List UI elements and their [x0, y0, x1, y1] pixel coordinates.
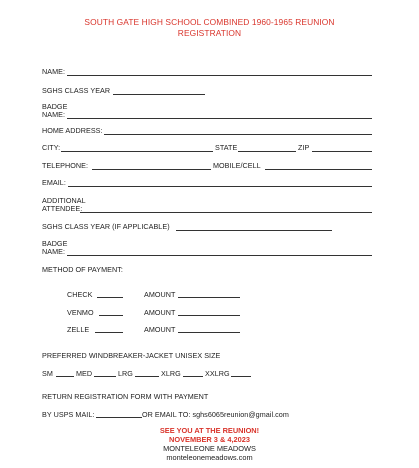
payment-heading: METHOD OF PAYMENT:	[42, 265, 123, 274]
size-xxlrg-field[interactable]	[231, 376, 251, 377]
name-field[interactable]	[67, 75, 372, 76]
class-year-label: SGHS CLASS YEAR	[42, 86, 111, 95]
form-title: SOUTH GATE HIGH SCHOOL COMBINED 1960-1965 REUNION	[84, 17, 335, 27]
state-field[interactable]	[238, 151, 296, 152]
size-lrg-label: LRG	[118, 369, 133, 378]
size-sm-field[interactable]	[56, 376, 74, 377]
badge-name-field[interactable]	[67, 118, 372, 119]
badge-label: BADGE	[42, 102, 68, 111]
badge-label-2: BADGE	[42, 239, 68, 248]
zip-label: ZIP	[298, 143, 310, 152]
check-amount-field[interactable]	[178, 297, 240, 298]
venmo-amount-label: AMOUNT	[144, 308, 176, 317]
return-heading: RETURN REGISTRATION FORM WITH PAYMENT	[42, 392, 209, 401]
name-label: NAME:	[42, 67, 66, 76]
form-subtitle: REGISTRATION	[177, 28, 242, 38]
badge-name-label-2: NAME:	[42, 247, 66, 256]
size-sm-label: SM	[42, 369, 53, 378]
venmo-field[interactable]	[99, 315, 123, 316]
size-heading: PREFERRED WINDBREAKER-JACKET UNISEX SIZE	[42, 351, 221, 360]
see-you-text: SEE YOU AT THE REUNION!	[159, 426, 260, 435]
zelle-field[interactable]	[95, 332, 123, 333]
payment-method-venmo: VENMO	[67, 308, 94, 317]
zip-field[interactable]	[312, 151, 372, 152]
venmo-amount-field[interactable]	[178, 315, 240, 316]
mobile-label: MOBILE/CELL	[213, 161, 261, 170]
zelle-amount-field[interactable]	[178, 332, 240, 333]
usps-field[interactable]	[96, 417, 142, 418]
size-xxlrg-label: XXLRG	[205, 369, 230, 378]
home-address-label: HOME ADDRESS:	[42, 126, 103, 135]
zelle-amount-label: AMOUNT	[144, 325, 176, 334]
badge-name-field-2[interactable]	[67, 255, 372, 256]
size-lrg-field[interactable]	[135, 376, 159, 377]
email-to-label: OR EMAIL TO: sghs6065reunion@gmail.com	[142, 410, 289, 419]
usps-label: BY USPS MAIL:	[42, 410, 95, 419]
city-label: CITY:	[42, 143, 61, 152]
telephone-field[interactable]	[92, 169, 211, 170]
email-label: EMAIL:	[42, 178, 66, 187]
size-xlrg-field[interactable]	[183, 376, 203, 377]
city-field[interactable]	[61, 151, 213, 152]
check-amount-label: AMOUNT	[144, 290, 176, 299]
size-med-label: MED	[76, 369, 93, 378]
badge-name-label: NAME:	[42, 110, 66, 119]
mobile-field[interactable]	[265, 169, 372, 170]
class-year-if-field[interactable]	[176, 230, 332, 231]
class-year-if-label: SGHS CLASS YEAR (IF APPLICABLE)	[42, 222, 170, 231]
size-xlrg-label: XLRG	[161, 369, 181, 378]
state-label: STATE	[215, 143, 238, 152]
attendee-label: ATTENDEE:	[42, 204, 83, 213]
payment-method-check: CHECK	[67, 290, 93, 299]
attendee-field[interactable]	[80, 212, 372, 213]
venue-name: MONTELEONE MEADOWS	[163, 444, 256, 453]
additional-label: ADDITIONAL	[42, 196, 86, 205]
telephone-label: TELEPHONE:	[42, 161, 89, 170]
venue-website: monteleonemeadows.com	[166, 453, 253, 462]
email-field[interactable]	[68, 186, 372, 187]
class-year-field[interactable]	[113, 94, 205, 95]
event-dates: NOVEMBER 3 & 4,2023	[169, 435, 250, 444]
payment-method-zelle: ZELLE	[67, 325, 90, 334]
home-address-field[interactable]	[104, 134, 372, 135]
size-med-field[interactable]	[94, 376, 116, 377]
check-field[interactable]	[97, 297, 123, 298]
